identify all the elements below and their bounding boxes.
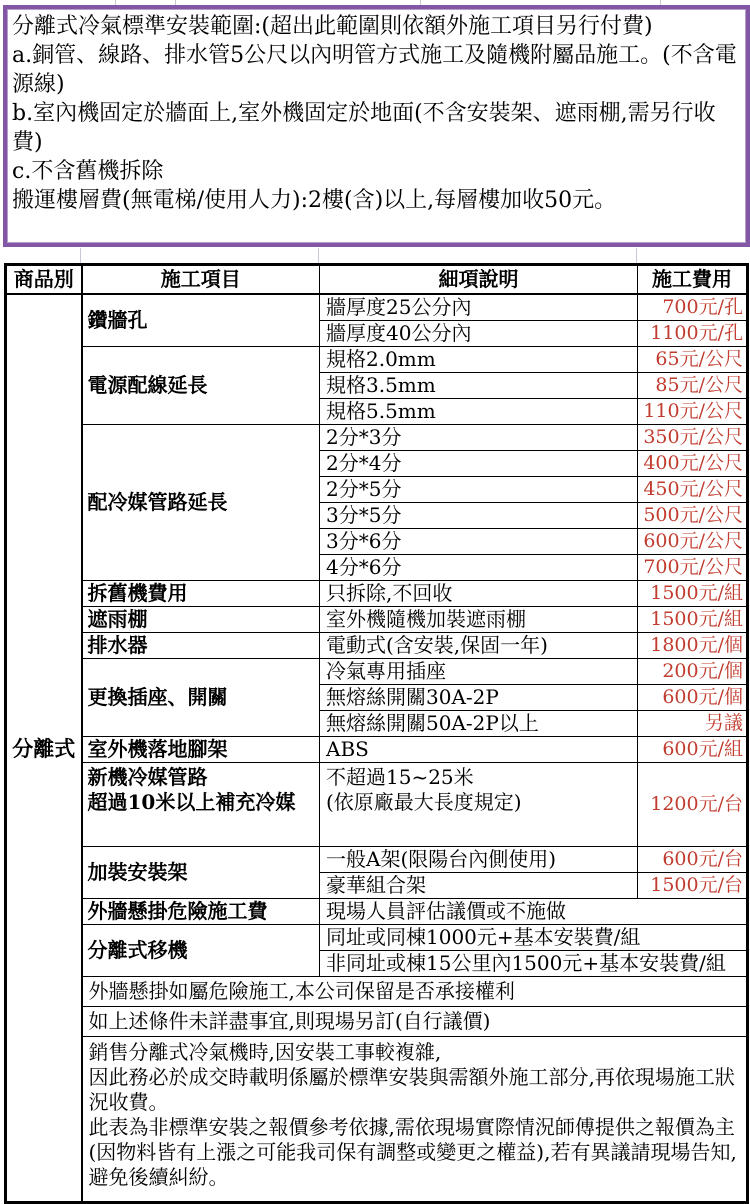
detail-cell: 牆厚度25公分內 [320,294,638,321]
detail-line: 不超過15~25米 [326,765,474,789]
fee-cell: 85元/公尺 [638,373,748,399]
table-row [6,925,748,951]
detail-cell-wide: 現場人員評估議價或不施做 [320,899,748,925]
bg-gridline [636,248,637,263]
table-row [6,607,748,633]
table-header-row [6,265,748,295]
installation-fee-table [4,263,749,1204]
detail-cell: 豪華組合架 [320,873,638,899]
bg-gridline [80,248,81,263]
work-item-cell: 遮雨棚 [82,607,320,633]
detail-cell: ABS [320,737,638,763]
note-paragraph: 銷售分離式冷氣機時,因安裝工事較複雜, [88,1040,442,1064]
table-row [6,763,748,847]
table-row [6,899,748,925]
fee-cell: 350元/公尺 [638,425,748,451]
header-fee: 施工費用 [638,265,748,295]
fee-cell: 700元/公尺 [638,555,748,581]
fee-cell: 1100元/孔 [638,321,748,347]
table-row [6,425,748,451]
fee-cell: 600元/台 [638,847,748,873]
fee-cell: 1500元/台 [638,873,748,899]
notice-line-a: a.銅管、線路、排水管5公尺以內明管方式施工及隨機附屬品施工。(不含電源線) [12,43,737,97]
detail-line: (依原廠最大長度規定) [326,790,522,814]
detail-cell: 一般A架(限陽台內側使用) [320,847,638,873]
detail-cell: 牆厚度40公分內 [320,321,638,347]
work-item-cell [82,763,320,847]
table-row [6,633,748,659]
fee-cell: 1500元/組 [638,607,748,633]
table-row [6,737,748,763]
work-item-cell: 更換插座、開關 [82,659,320,737]
fee-cell: 65元/公尺 [638,347,748,373]
work-item-cell: 室外機落地腳架 [82,737,320,763]
fee-cell: 另議 [638,711,748,737]
table-row [6,847,748,873]
fee-cell: 1800元/個 [638,633,748,659]
bg-gridline [318,248,319,263]
standard-install-notice-box [3,5,750,247]
note-paragraph: 因此務必於成交時載明係屬於標準安裝與需額外施工部分,再依現場施工狀況收費。 [88,1065,735,1114]
fee-cell: 600元/組 [638,737,748,763]
work-item-cell: 拆舊機費用 [82,581,320,607]
fee-cell: 110元/公尺 [638,399,748,425]
table-row [6,294,748,321]
detail-cell: 電動式(含安裝,保固一年) [320,633,638,659]
work-item-cell: 電源配線延長 [82,347,320,425]
work-item-line: 新機冷媒管路 [87,765,208,789]
work-item-cell: 外牆懸掛危險施工費 [82,899,320,925]
detail-cell: 無熔絲開關30A-2P [320,685,638,711]
table-row [6,581,748,607]
detail-cell: 只拆除,不回收 [320,581,638,607]
full-width-note-cell: 外牆懸掛如屬危險施工,本公司保留是否承接權利 [82,977,748,1007]
header-work-item: 施工項目 [82,265,320,295]
notice-line-c: c.不含舊機拆除 [12,159,164,184]
header-detail: 細項說明 [320,265,638,295]
table-row [6,347,748,373]
detail-cell-wide: 同址或同棟1000元+基本安裝費/組 [320,925,748,951]
fee-cell: 600元/個 [638,685,748,711]
work-item-line: 超過10米以上補充冷媒 [87,790,296,814]
header-product-type: 商品別 [6,265,82,295]
detail-cell: 2分*5分 [320,477,638,503]
detail-cell: 2分*4分 [320,451,638,477]
detail-cell: 3分*6分 [320,529,638,555]
work-item-cell: 鑽牆孔 [82,294,320,347]
detail-cell: 2分*3分 [320,425,638,451]
fee-cell: 700元/孔 [638,294,748,321]
category-cell: 分離式 [6,294,82,1203]
fee-cell: 400元/公尺 [638,451,748,477]
fee-cell: 600元/公尺 [638,529,748,555]
fee-cell: 450元/公尺 [638,477,748,503]
detail-cell: 室外機隨機加裝遮雨棚 [320,607,638,633]
detail-cell: 規格3.5mm [320,373,638,399]
note-paragraph: 此表為非標準安裝之報價參考依據,需依現場實際情況師傅提供之報價為主(因物料皆有上漲之可能我司保有調整或變更之權益),若有異議請現場告知,避免後續糾紛。 [88,1115,737,1189]
work-item-cell: 加裝安裝架 [82,847,320,899]
notice-line-b: b.室內機固定於牆面上,室外機固定於地面(不含安裝架、遮雨棚,需另行收費) [12,101,716,155]
work-item-cell: 配冷媒管路延長 [82,425,320,581]
notice-line-floor-fee: 搬運樓層費(無電梯/使用人力):2樓(含)以上,每層樓加收50元。 [12,188,617,213]
full-width-note-cell: 如上述條件未詳盡事宜,則現場另訂(自行議價) [82,1007,748,1037]
detail-cell-wide: 非同址或棟15公里內1500元+基本安裝費/組 [320,951,748,977]
detail-cell: 規格5.5mm [320,399,638,425]
detail-cell: 冷氣專用插座 [320,659,638,685]
notice-title: 分離式冷氣標準安裝範圍:(超出此範圍則依額外施工項目另行付費) [12,14,653,39]
fee-cell: 1500元/組 [638,581,748,607]
table-row [6,1007,748,1037]
fee-cell: 500元/公尺 [638,503,748,529]
detail-cell: 4分*6分 [320,555,638,581]
fee-cell: 1200元/台 [638,763,748,847]
table-row [6,659,748,685]
detail-cell: 3分*5分 [320,503,638,529]
work-item-cell: 排水器 [82,633,320,659]
fee-cell: 200元/個 [638,659,748,685]
notes-cell [82,1037,748,1203]
detail-cell [320,763,638,847]
detail-cell: 無熔絲開關50A-2P以上 [320,711,638,737]
table-row [6,1037,748,1203]
detail-cell: 規格2.0mm [320,347,638,373]
table-row [6,977,748,1007]
work-item-cell: 分離式移機 [82,925,320,977]
